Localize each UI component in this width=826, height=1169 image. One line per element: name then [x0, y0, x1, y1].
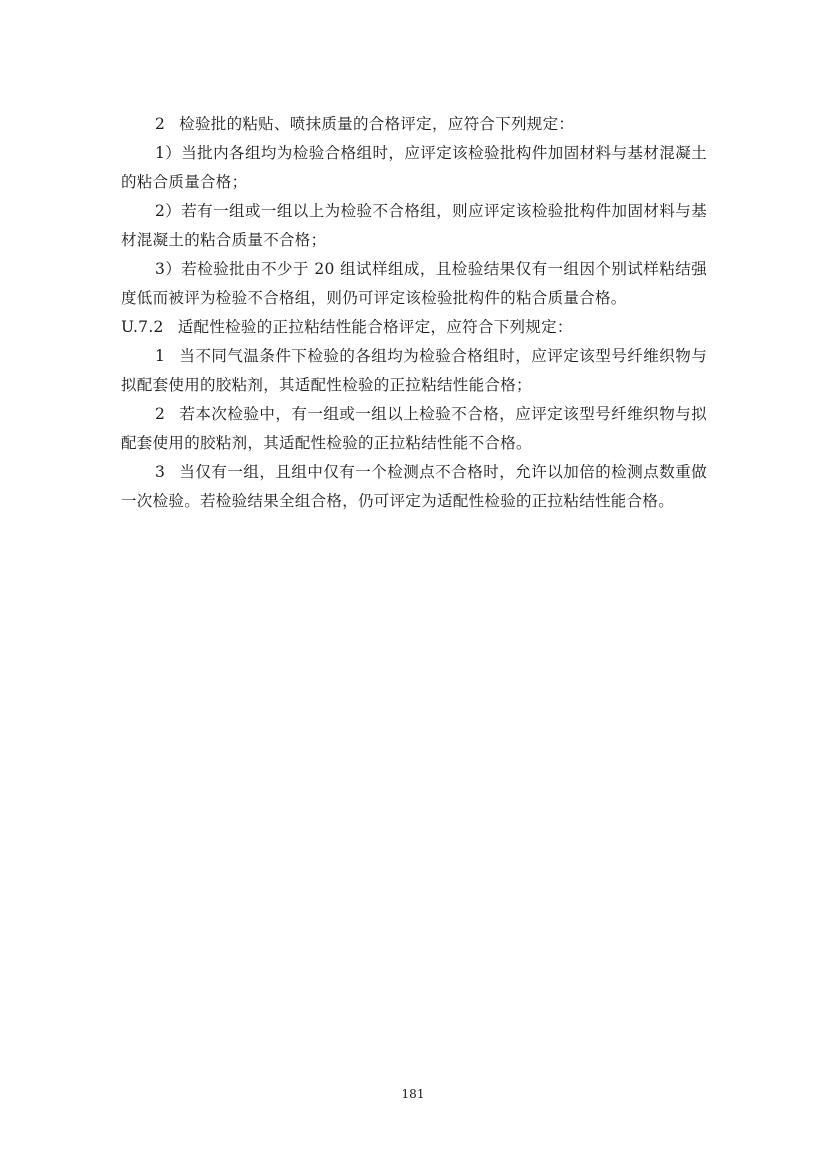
item-marker: 1 — [155, 347, 166, 365]
paragraph-text: 当不同气温条件下检验的各组均为检验合格组时，应评定该型号纤维织物与拟配套使用的胶粘剂，其适配性检验的正拉粘结性能合格； — [121, 347, 707, 394]
paragraph-text: 1）当批内各组均为检验合格组时，应评定该检验批构件加固材料与基材混凝土的粘合质量合格； — [121, 144, 707, 191]
paragraph-text: 适配性检验的正拉粘结性能合格评定，应符合下列规定： — [177, 318, 573, 336]
paragraph-text: 当仅有一组，且组中仅有一个检测点不合格时，允许以加倍的检测点数重做一次检验。若检验结果全组合格，仍可评定为适配性检验的正拉粘结性能合格。 — [121, 463, 707, 510]
paragraph-subitem-1 — [121, 139, 707, 197]
paragraph-subitem-3 — [121, 255, 707, 313]
paragraph-subitem-2 — [121, 197, 707, 255]
item-marker: 2 — [155, 405, 166, 423]
paragraph-text: 2）若有一组或一组以上为检验不合格组，则应评定该检验批构件加固材料与基材混凝土的粘合质量不合格； — [121, 202, 707, 249]
section-heading-u72 — [121, 313, 707, 342]
item-marker: 3 — [155, 463, 166, 481]
page-number: 181 — [401, 1087, 425, 1101]
paragraph-item-1 — [121, 342, 707, 400]
paragraph-text: 3）若检验批由不少于 20 组试样组成，且检验结果仅有一组因个别试样粘结强度低而被评为检验不合格组，则仍可评定该检验批构件的粘合质量合格。 — [121, 260, 707, 307]
item-marker: 2 — [155, 115, 166, 133]
paragraph-text: 检验批的粘贴、喷抹质量的合格评定，应符合下列规定： — [179, 115, 575, 133]
paragraph-item-3 — [121, 458, 707, 516]
paragraph-item-2 — [121, 110, 707, 139]
paragraph-text: 若本次检验中，有一组或一组以上检验不合格，应评定该型号纤维织物与拟配套使用的胶粘剂，其适配性检验的正拉粘结性能不合格。 — [121, 405, 707, 452]
paragraph-item-2b — [121, 400, 707, 458]
section-number: U.7.2 — [121, 318, 164, 336]
document-body — [121, 110, 707, 516]
